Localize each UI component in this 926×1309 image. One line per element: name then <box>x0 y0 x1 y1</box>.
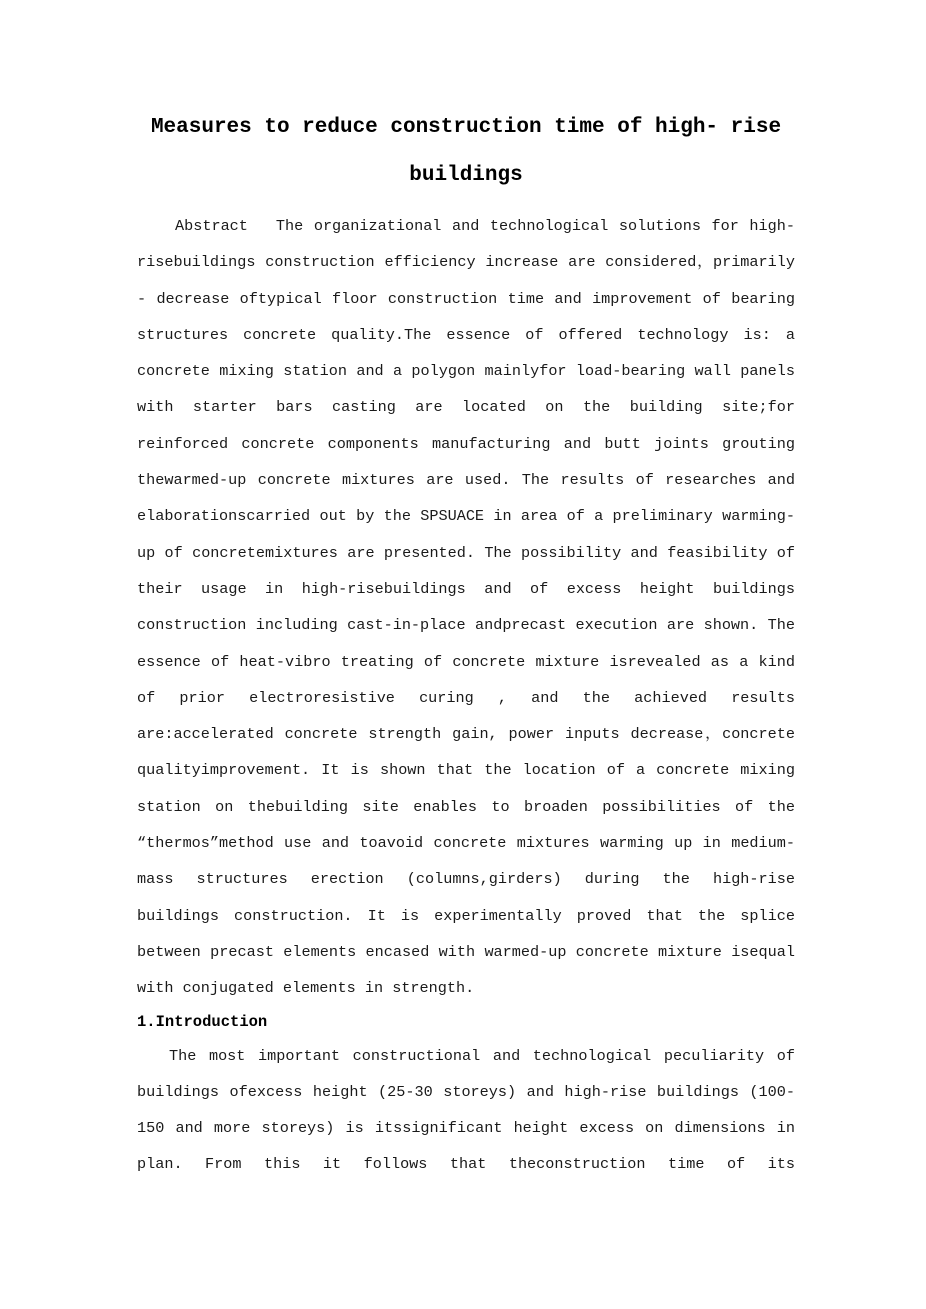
abstract-paragraph <box>137 208 795 1007</box>
section-heading-introduction: 1.Introduction <box>137 1012 268 1031</box>
introduction-paragraph: The most important constructional and technological peculiarity of buildings ofexcess height (25-30 storeys) and high-rise buildings (100-150 and more storeys) is itssignificant height excess on dimensions in plan. From this it follows that theconstruction time of its <box>137 1046 795 1174</box>
abstract-text: The organizational and technological solutions for high-risebuildings construction efficiency increase are considered，primarily - decrease oftypical floor construction time and improvement of bearing structures concrete quality.The essence of offered technology is: a concrete mixing station and a polygon mainlyfor load-bearing wall panels with starter bars casting are located on the building site;for reinforced concrete components manufacturing and butt joints grouting thewarmed-up concrete mixtures are used. The results of researches and elaborationscarried out by the SPSUACE in area of a preliminary warming-up of concretemixtures are presented. The possibility and feasibility of their usage in high-risebuildings and of excess height buildings construction including cast-in-place andprecast execution are shown. The essence of heat-vibro treating of concrete mixture isrevealed as a kind of prior electroresistive curing , and the achieved results are:accelerated concrete strength gain, power inputs decrease，concrete qualityimprovement. It is shown that the location of a concrete mixing station on thebuilding site enables to broaden possibilities of the “thermos”method use and toavoid concrete mixtures warming up in medium-mass structures erection (columns,girders) during the high-rise buildings construction. It is experimentally proved that the splice between precast elements encased with warmed-up concrete mixture isequal with conjugated elements in strength. <box>137 217 795 998</box>
document-title: Measures to reduce construction time of high- rise buildings <box>150 116 782 187</box>
page-content <box>137 0 795 1183</box>
abstract-label: Abstract <box>175 217 248 235</box>
